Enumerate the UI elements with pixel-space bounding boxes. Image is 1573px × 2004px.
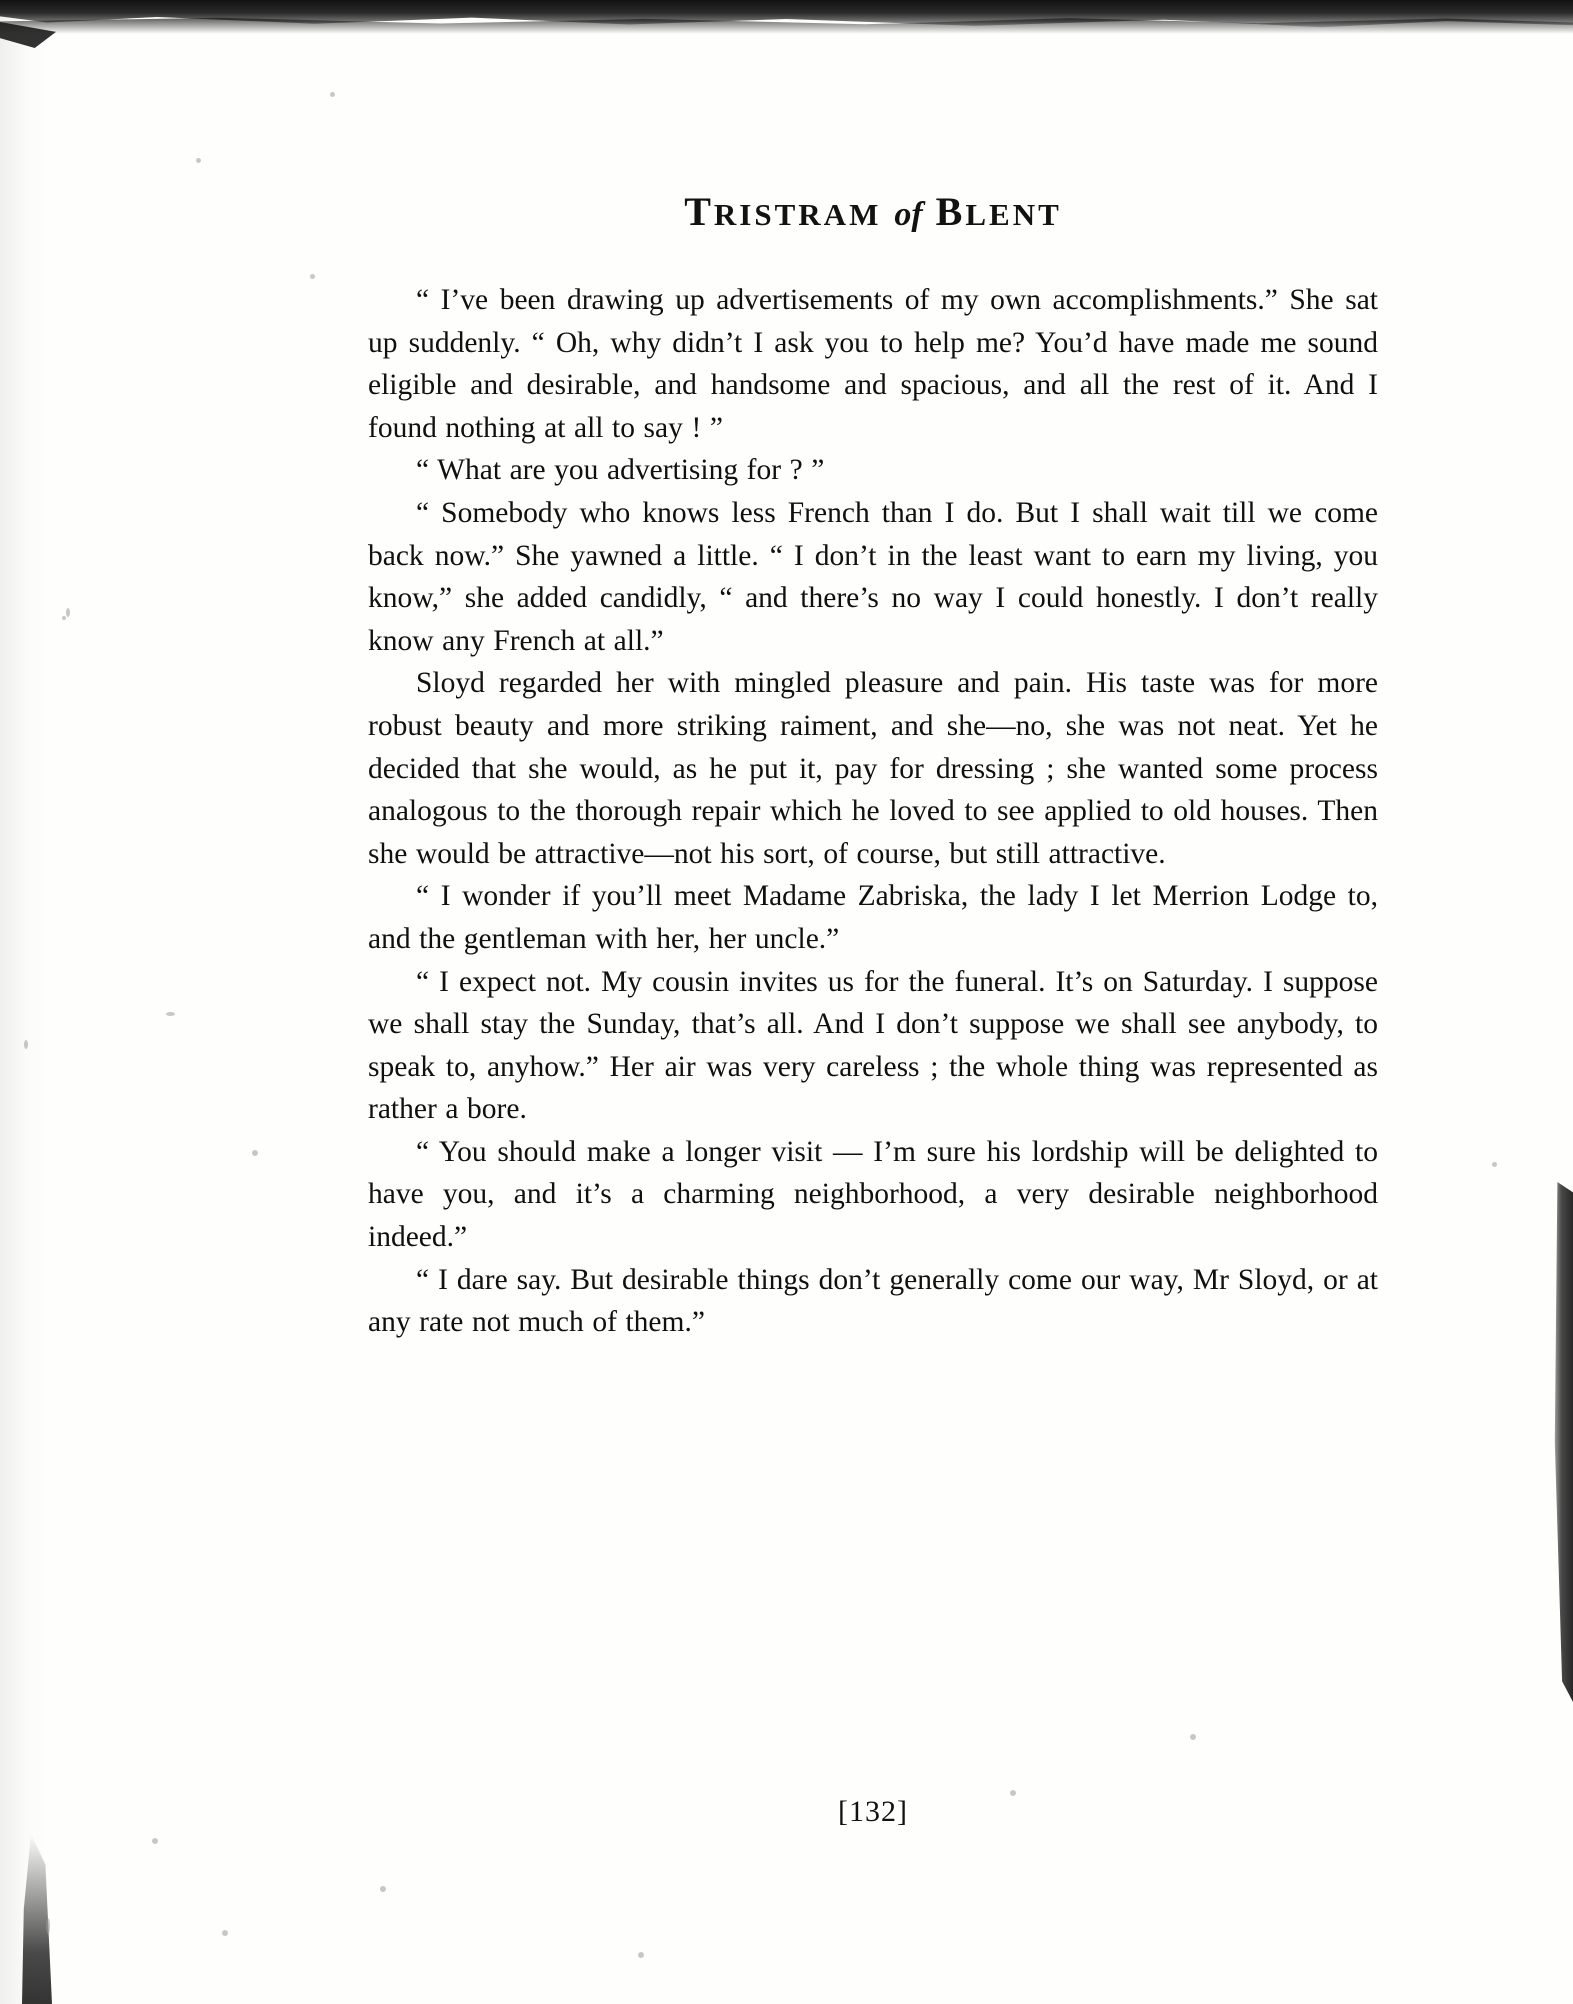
paper-speck xyxy=(1190,1734,1196,1740)
running-head xyxy=(368,188,1378,235)
paragraph: “ I’ve been drawing up advertisements of my own accomplishments.” She sat up suddenly. “ Oh, why didn’t I ask you to help me? You’d have made me sound eligible and desirable, and handsome and spacious, and all the rest of it. And I found nothing at all to say ! ” xyxy=(368,284,1378,444)
running-head-tristram: RISTRAM xyxy=(713,197,882,232)
paper-speck xyxy=(24,1040,28,1049)
page-text-block xyxy=(368,188,1378,1344)
paper-speck xyxy=(152,1838,158,1844)
paragraph: “ I dare say. But desirable things don’t generally come our way, Mr Sloyd, or at any rate not much of them.” xyxy=(368,1263,1378,1339)
paper-speck xyxy=(1492,1162,1497,1167)
paper-speck xyxy=(638,1952,644,1958)
paper-speck xyxy=(166,1012,175,1016)
running-head-of: of xyxy=(894,196,923,233)
page-number-text: [132] xyxy=(838,1795,908,1828)
scan-left-edge-artifact xyxy=(0,0,44,2004)
paper-speck xyxy=(196,158,201,163)
paper-speck xyxy=(66,608,70,617)
running-head-blent: LENT xyxy=(965,197,1062,232)
paragraph: “ I wonder if you’ll meet Madame Zabriska, the lady I let Merrion Lodge to, and the gentleman with her, her uncle.” xyxy=(368,880,1378,955)
paper-speck xyxy=(222,1930,228,1936)
page-number xyxy=(368,1793,1378,1829)
paragraph: Sloyd regarded her with mingled pleasure and pain. His taste was for more robust beauty and more striking raiment, and she—no, she was not neat. Yet he decided that she would, as he put it, pay for dressing ; she wanted some process analogous to the thorough repair which he loved to see applied to old houses. Then she would be attractive—not his sort, of course, but still attractive. xyxy=(368,667,1378,870)
paragraph: “ Somebody who knows less French than I do. But I shall wait till we come back now.” She yawned a little. “ I don’t in the least want to earn my living, you know,” she added candidly, “ and there’s no way I could honestly. I don’t really know any French at all.” xyxy=(368,496,1378,657)
running-head-initial-t: T xyxy=(684,189,714,234)
paper-speck xyxy=(252,1150,258,1156)
paper-speck xyxy=(330,92,335,97)
running-head-initial-b: B xyxy=(935,189,966,234)
paragraph: “ You should make a longer visit — I’m sure his lordship will be delighted to have you, and it’s a charming neighborhood, a very desirable neighborhood indeed.” xyxy=(368,1135,1378,1254)
paper-speck xyxy=(46,1918,50,1934)
paper-speck xyxy=(310,274,315,279)
paper-speck xyxy=(380,1886,386,1892)
paragraph: “ What are you advertising for ? ” xyxy=(416,454,825,487)
paragraph: “ I expect not. My cousin invites us for the funeral. It’s on Saturday. I suppose we shall stay the Sunday, that’s all. And I don’t suppose we shall see anybody, to speak to, anyhow.” Her air was very careless ; the whole thing was represented as rather a bore. xyxy=(368,965,1378,1126)
paper-speck xyxy=(62,616,66,620)
